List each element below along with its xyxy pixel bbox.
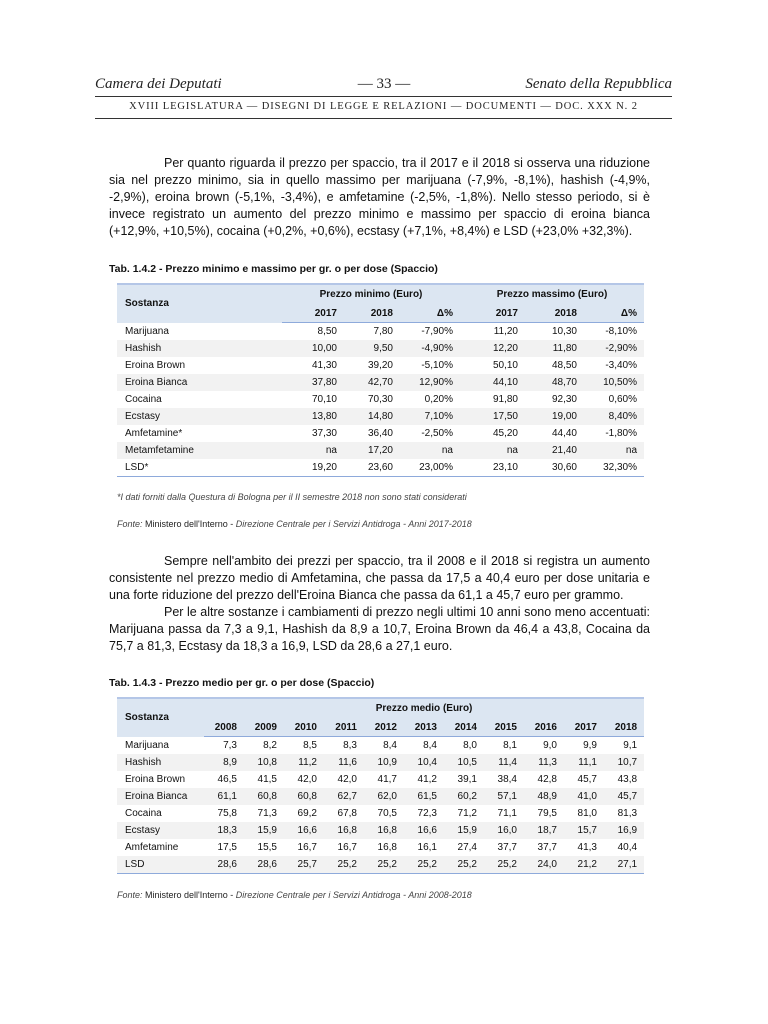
- table-cell: 41,7: [377, 774, 397, 785]
- table-cell: 70,5: [377, 808, 397, 819]
- col-sostanza: Sostanza: [125, 298, 169, 310]
- table-cell: 75,8: [217, 808, 237, 819]
- table-cell: 37,30: [311, 428, 337, 439]
- table-cell: 16,6: [297, 825, 317, 836]
- table-cell: 27,4: [457, 842, 477, 853]
- year-header: 2018: [604, 718, 644, 737]
- table-cell: 25,2: [337, 859, 357, 870]
- paragraph-2: [109, 553, 650, 655]
- table-cell: 16,6: [417, 825, 437, 836]
- table-cell: 71,2: [457, 808, 477, 819]
- col-sostanza: Sostanza: [125, 712, 169, 724]
- table-cell: 24,0: [537, 859, 557, 870]
- table-cell: 44,40: [551, 428, 577, 439]
- table-footnote: *I dati forniti dalla Questura di Bologna per il II semestre 2018 non sono stati considerati: [117, 492, 467, 502]
- table-cell: 91,80: [492, 394, 518, 405]
- table-cell: 60,2: [457, 791, 477, 802]
- col-header: Δ%: [584, 304, 644, 323]
- table-cell: 9,50: [373, 343, 393, 354]
- row-label: Cocaina: [125, 808, 162, 819]
- header-left: Camera dei Deputati: [95, 76, 222, 92]
- table-cell: 81,0: [577, 808, 597, 819]
- table-cell: 17,50: [492, 411, 518, 422]
- table-cell: 42,0: [337, 774, 357, 785]
- table-cell: 7,3: [223, 740, 237, 751]
- table-cell: 45,7: [577, 774, 597, 785]
- table-cell: 25,2: [417, 859, 437, 870]
- table-cell: 13,80: [311, 411, 337, 422]
- year-header: 2012: [364, 718, 404, 737]
- table-cell: 37,7: [497, 842, 517, 853]
- row-label: Amfetamine*: [125, 428, 183, 439]
- table-cell: 71,1: [497, 808, 517, 819]
- table-cell: 27,1: [617, 859, 638, 870]
- year-header: 2010: [284, 718, 324, 737]
- table-cell: 11,1: [578, 757, 597, 768]
- year-header: 2017: [564, 718, 604, 737]
- table-cell: -7,90%: [421, 326, 453, 337]
- table-row: [117, 459, 644, 477]
- table-caption: Tab. 1.4.3 - Prezzo medio per gr. o per dose (Spaccio): [109, 677, 375, 689]
- table-cell: 41,2: [417, 774, 437, 785]
- table-row: [117, 425, 644, 442]
- source-prefix: Fonte:: [117, 890, 146, 900]
- table-cell: 8,5: [303, 740, 317, 751]
- table-cell: 61,5: [417, 791, 437, 802]
- table-cell: na: [506, 445, 518, 456]
- table-cell: 19,20: [311, 462, 337, 473]
- table-cell: 37,7: [537, 842, 557, 853]
- table-cell: 7,10%: [424, 411, 453, 422]
- table-cell: 43,8: [617, 774, 638, 785]
- table-cell: 72,3: [417, 808, 437, 819]
- col-header: 2017: [460, 304, 525, 323]
- year-header: 2015: [484, 718, 524, 737]
- table-cell: 45,7: [617, 791, 638, 802]
- table-cell: 57,1: [497, 791, 517, 802]
- table-cell: 39,1: [457, 774, 477, 785]
- table-row: [117, 408, 644, 425]
- table-cell: 42,8: [537, 774, 557, 785]
- table-cell: 16,0: [497, 825, 517, 836]
- table-cell: 8,50: [317, 326, 337, 337]
- table-cell: 15,7: [577, 825, 597, 836]
- col-header: Δ%: [400, 304, 460, 323]
- table-cell: 21,40: [551, 445, 577, 456]
- table-cell: 11,2: [298, 757, 317, 768]
- row-label: Eroina Brown: [125, 774, 186, 785]
- table-cell: 62,0: [377, 791, 397, 802]
- table-row: [117, 754, 644, 771]
- row-label: Hashish: [125, 343, 162, 354]
- table-cell: 8,40%: [608, 411, 638, 422]
- table-cell: -5,10%: [421, 360, 453, 371]
- table-source: [117, 890, 472, 900]
- table-cell: 36,40: [367, 428, 393, 439]
- year-header: 2011: [324, 718, 364, 737]
- table-cell: 37,80: [311, 377, 337, 388]
- table-cell: -2,50%: [421, 428, 453, 439]
- source-detail: Direzione Centrale per i Servizi Antidroga - Anni 2017-2018: [235, 519, 472, 529]
- row-label: LSD*: [125, 462, 149, 473]
- table-row: [117, 391, 644, 408]
- table-cell: na: [441, 445, 453, 456]
- table-caption: Tab. 1.4.2 - Prezzo minimo e massimo per gr. o per dose (Spaccio): [109, 263, 438, 275]
- table-cell: 16,8: [377, 825, 397, 836]
- source-ministry: Ministero dell'Interno -: [145, 519, 236, 529]
- table-cell: -1,80%: [605, 428, 638, 439]
- table-cell: 18,3: [217, 825, 237, 836]
- table-cell: 39,20: [367, 360, 393, 371]
- table-cell: 61,1: [217, 791, 237, 802]
- table-cell: 42,70: [367, 377, 393, 388]
- table-cell: 15,9: [257, 825, 277, 836]
- table-cell: 8,4: [423, 740, 437, 751]
- table-cell: 23,10: [492, 462, 518, 473]
- table-cell: 18,7: [537, 825, 557, 836]
- table-row: [117, 323, 644, 341]
- table-cell: 10,5: [457, 757, 477, 768]
- table-cell: 81,3: [617, 808, 638, 819]
- year-header: 2014: [444, 718, 484, 737]
- table-row: [117, 442, 644, 459]
- table-cell: 10,50%: [603, 377, 638, 388]
- table-cell: 67,8: [337, 808, 357, 819]
- table-cell: 45,20: [492, 428, 518, 439]
- average-price-table: [117, 697, 644, 874]
- row-label: Amfetamine: [125, 842, 179, 853]
- col-header: 2017: [282, 304, 344, 323]
- table-source: [117, 519, 472, 529]
- table-cell: 10,00: [311, 343, 337, 354]
- table-cell: 10,4: [417, 757, 437, 768]
- table-cell: 32,30%: [603, 462, 638, 473]
- table-cell: 69,2: [297, 808, 317, 819]
- table-row: [117, 856, 644, 874]
- table-cell: 41,5: [257, 774, 277, 785]
- source-prefix: Fonte:: [117, 519, 146, 529]
- table-cell: 14,80: [367, 411, 393, 422]
- year-header: 2016: [524, 718, 564, 737]
- table-row: [117, 805, 644, 822]
- group-prezzo-medio: Prezzo medio (Euro): [375, 703, 473, 714]
- table-row: [117, 771, 644, 788]
- table-cell: 25,2: [377, 859, 397, 870]
- table-cell: -3,40%: [605, 360, 638, 371]
- table-cell: 10,30: [551, 326, 577, 337]
- table-cell: 16,8: [337, 825, 357, 836]
- table-cell: 41,0: [577, 791, 597, 802]
- table-cell: 70,10: [311, 394, 337, 405]
- table-cell: 8,4: [383, 740, 397, 751]
- table-cell: 17,20: [367, 445, 393, 456]
- table-cell: -8,10%: [605, 326, 638, 337]
- table-cell: 60,8: [297, 791, 317, 802]
- table-cell: 40,4: [617, 842, 638, 853]
- table-cell: 28,6: [217, 859, 237, 870]
- table-cell: 25,7: [297, 859, 317, 870]
- table-cell: 41,30: [311, 360, 337, 371]
- table-row: [117, 374, 644, 391]
- table-cell: 16,7: [337, 842, 357, 853]
- paragraph-text: Per quanto riguarda il prezzo per spaccio, tra il 2017 e il 2018 si osserva una riduzione sia nel prezzo minimo, sia in quello massimo per marijuana (-7,9%, -8,1%), hashish (-4,9%, -2,9%), eroina brown (-5,1%, -3,4%), e amfetamine (-2,5%, -1,8%). Nello stesso periodo, si è invece registrato un aumento del prezzo minimo e massimo per spaccio di eroina bianca (+12,9%, +10,5%), cocaina (+0,2%, +0,6%), ecstasy (+7,1%, +8,4%) e LSD (+23,0% +32,3%).: [109, 156, 650, 238]
- row-label: Cocaina: [125, 394, 162, 405]
- paragraph-text: Sempre nell'ambito dei prezzi per spaccio, tra il 2008 e il 2018 si registra un aumento consistente nel prezzo medio di Amfetamina, che passa da 17,5 a 40,4 euro per dose unitaria e una forte riduzione del prezzo dell'Eroina Bianca che passa da 61,1 a 45,7 euro per grammo.: [109, 554, 650, 602]
- table-cell: 48,50: [551, 360, 577, 371]
- table-row: [117, 737, 644, 755]
- table-cell: 12,90%: [419, 377, 453, 388]
- table-cell: 48,9: [537, 791, 557, 802]
- table-cell: 8,9: [223, 757, 237, 768]
- header-rule-bottom: [95, 118, 672, 119]
- table-cell: 70,30: [367, 394, 393, 405]
- table-cell: 62,7: [337, 791, 357, 802]
- table-cell: na: [325, 445, 337, 456]
- col-header: 2018: [344, 304, 400, 323]
- col-header: 2018: [525, 304, 584, 323]
- table-cell: 30,60: [551, 462, 577, 473]
- table-cell: 10,9: [377, 757, 397, 768]
- table-cell: 16,8: [377, 842, 397, 853]
- table-cell: 38,4: [497, 774, 517, 785]
- row-label: Ecstasy: [125, 825, 161, 836]
- table-cell: 50,10: [492, 360, 518, 371]
- table-cell: 42,0: [297, 774, 317, 785]
- table-cell: 8,0: [463, 740, 477, 751]
- table-cell: 46,5: [217, 774, 237, 785]
- min-max-price-table: [117, 283, 644, 477]
- row-label: Eroina Brown: [125, 360, 186, 371]
- table-cell: 79,5: [537, 808, 557, 819]
- table-cell: -4,90%: [421, 343, 453, 354]
- table-cell: 60,8: [257, 791, 277, 802]
- table-cell: 11,3: [538, 757, 557, 768]
- row-label: LSD: [125, 859, 145, 870]
- row-label: Metamfetamine: [125, 445, 194, 456]
- table-cell: 10,8: [257, 757, 277, 768]
- year-header: 2008: [204, 718, 244, 737]
- table-cell: 0,60%: [608, 394, 638, 405]
- table-cell: 21,2: [577, 859, 597, 870]
- table-cell: 41,3: [577, 842, 597, 853]
- year-header: 2013: [404, 718, 444, 737]
- table-cell: 25,2: [457, 859, 477, 870]
- table-cell: 8,2: [263, 740, 277, 751]
- table-cell: -2,90%: [605, 343, 638, 354]
- row-label: Marijuana: [125, 739, 169, 751]
- paragraph-text: Per le altre sostanze i cambiamenti di prezzo negli ultimi 10 anni sono meno accentuati: Marijuana passa da 7,3 a 9,1, Hashish da 8,9 a 10,7, Eroina Brown da 46,4 a 43,8, Cocaina da 75,7 a 81,3, Ecstasy da 18,3 a 16,9, LSD da 28,6 a 27,1 euro.: [109, 605, 650, 653]
- table-cell: 19,00: [551, 411, 577, 422]
- table-row: [117, 340, 644, 357]
- table-cell: 8,1: [503, 740, 517, 751]
- year-header: 2009: [244, 718, 284, 737]
- paragraph-1: [109, 155, 650, 240]
- table-cell: 92,30: [551, 394, 577, 405]
- table-cell: 9,0: [543, 740, 557, 751]
- table-cell: 44,10: [492, 377, 518, 388]
- table-cell: 16,1: [417, 842, 437, 853]
- table-row: [117, 822, 644, 839]
- table-cell: 9,9: [583, 740, 597, 751]
- group-prezzo-minimo: Prezzo minimo (Euro): [319, 289, 423, 300]
- header-rule-top: [95, 96, 672, 97]
- header-subtitle: XVIII LEGISLATURA — DISEGNI DI LEGGE E RELAZIONI — DOCUMENTI — DOC. XXX N. 2: [129, 101, 638, 112]
- table-cell: 71,3: [257, 808, 277, 819]
- row-label: Hashish: [125, 757, 162, 768]
- table-cell: 11,6: [338, 757, 357, 768]
- header-right: Senato della Repubblica: [525, 76, 672, 92]
- row-label: Ecstasy: [125, 411, 161, 422]
- table-cell: 16,9: [617, 825, 638, 836]
- table-cell: 11,80: [552, 343, 577, 354]
- table-cell: 10,7: [617, 757, 638, 768]
- table-cell: 12,20: [492, 343, 518, 354]
- table-cell: 28,6: [257, 859, 277, 870]
- table-cell: 15,5: [257, 842, 277, 853]
- table-cell: 23,00%: [419, 462, 453, 473]
- table-cell: 0,20%: [424, 394, 453, 405]
- table-cell: 7,80: [373, 326, 393, 337]
- source-ministry: Ministero dell'Interno -: [145, 890, 236, 900]
- table-cell: 25,2: [497, 859, 517, 870]
- row-label: Marijuana: [125, 325, 169, 337]
- row-label: Eroina Bianca: [125, 791, 188, 802]
- row-label: Eroina Bianca: [125, 377, 188, 388]
- table-cell: 23,60: [367, 462, 393, 473]
- table-cell: 48,70: [551, 377, 577, 388]
- source-detail: Direzione Centrale per i Servizi Antidroga - Anni 2008-2018: [235, 890, 472, 900]
- table-cell: 11,20: [493, 326, 518, 337]
- table-cell: 17,5: [217, 842, 237, 853]
- table-cell: 16,7: [297, 842, 317, 853]
- group-prezzo-massimo: Prezzo massimo (Euro): [496, 289, 608, 300]
- table-cell: 8,3: [343, 740, 357, 751]
- table-cell: na: [625, 445, 638, 456]
- table-cell: 11,4: [498, 757, 517, 768]
- table-row: [117, 788, 644, 805]
- table-cell: 15,9: [457, 825, 477, 836]
- table-row: [117, 839, 644, 856]
- page-number: — 33 —: [357, 76, 411, 92]
- table-cell: 9,1: [623, 740, 638, 751]
- table-row: [117, 357, 644, 374]
